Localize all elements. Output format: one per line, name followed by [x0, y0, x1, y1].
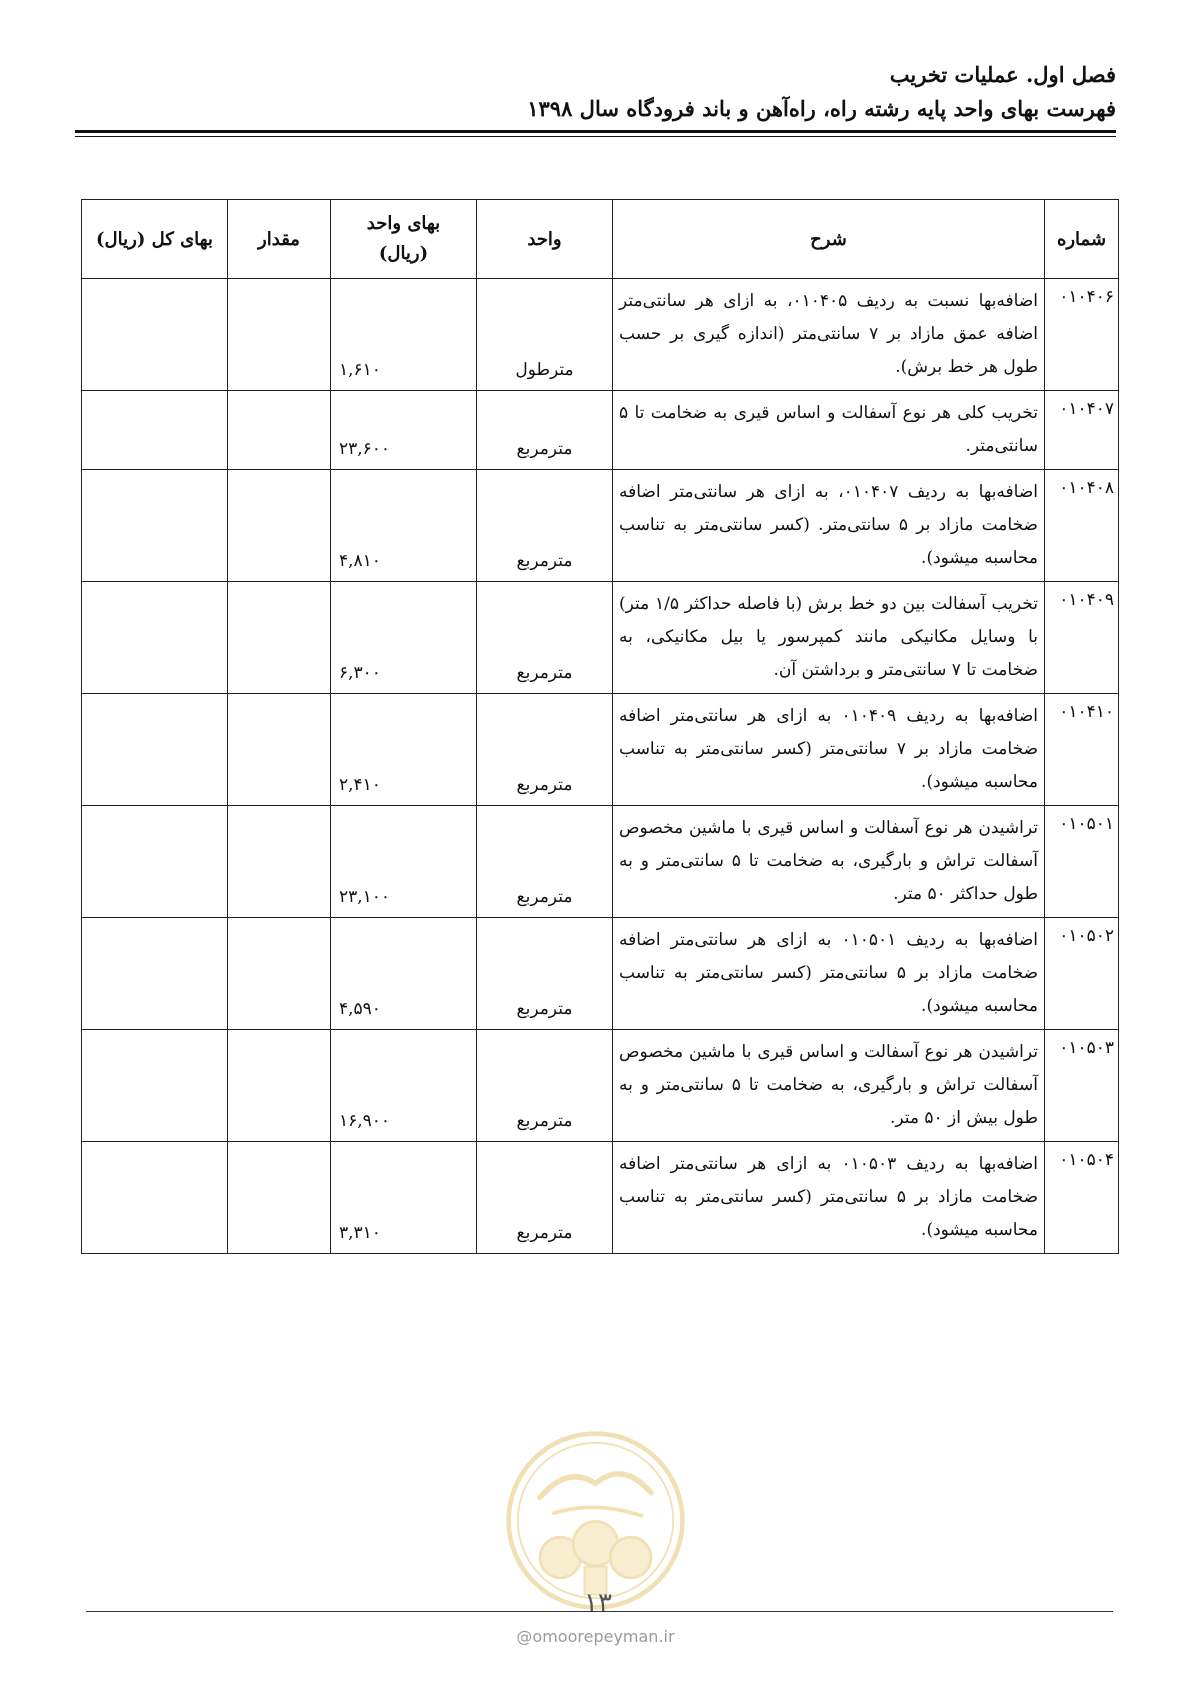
row-unit: مترمربع: [477, 1030, 613, 1142]
watermark-seal-icon: [503, 1428, 688, 1613]
row-total: [82, 470, 228, 582]
row-code: ۰۱۰۴۰۸: [1045, 470, 1119, 582]
row-unit: مترمربع: [477, 806, 613, 918]
row-total: [82, 391, 228, 470]
page-number: ۱۳: [584, 1588, 612, 1618]
row-unit: مترمربع: [477, 582, 613, 694]
row-description: اضافه‌بها نسبت به ردیف ۰۱۰۴۰۵، به ازای هر سانتی‌متر اضافه عمق مازاد بر ۷ سانتی‌متر (اندازه گیری بر حسب طول هر خط برش).: [613, 279, 1045, 391]
page-header: [527, 58, 1116, 126]
chapter-title: فصل اول. عملیات تخریب: [889, 62, 1116, 87]
row-unit: مترمربع: [477, 391, 613, 470]
row-unit-price: ۲۳,۶۰۰: [331, 391, 477, 470]
row-total: [82, 279, 228, 391]
row-code: ۰۱۰۴۱۰: [1045, 694, 1119, 806]
row-total: [82, 1030, 228, 1142]
table-row: [82, 918, 1119, 1030]
table-row: [82, 694, 1119, 806]
row-unit-price: ۳,۳۱۰: [331, 1142, 477, 1254]
row-total: [82, 806, 228, 918]
row-code: ۰۱۰۴۰۶: [1045, 279, 1119, 391]
row-quantity: [228, 918, 331, 1030]
price-table: [81, 199, 1119, 1254]
table-row: [82, 1142, 1119, 1254]
row-unit: مترمربع: [477, 918, 613, 1030]
row-description: اضافه‌بها به ردیف ۰۱۰۵۰۱ به ازای هر سانتی‌متر اضافه ضخامت مازاد بر ۵ سانتی‌متر (کسر سانتی‌متر به تناسب محاسبه میشود).: [613, 918, 1045, 1030]
row-description: تخریب آسفالت بین دو خط برش (با فاصله حداکثر ۱/۵ متر) با وسایل مکانیکی مانند کمپرسور یا بیل مکانیکی، به ضخامت تا ۷ سانتی‌متر و برداشتن آن.: [613, 582, 1045, 694]
table-row: [82, 470, 1119, 582]
row-quantity: [228, 1142, 331, 1254]
col-header-qty: مقدار: [228, 200, 331, 279]
row-unit: مترطول: [477, 279, 613, 391]
website-watermark: @omoorepeyman.ir: [516, 1627, 675, 1646]
col-header-unit: واحد: [477, 200, 613, 279]
row-unit-price: ۴,۸۱۰: [331, 470, 477, 582]
row-code: ۰۱۰۵۰۱: [1045, 806, 1119, 918]
document-title: فهرست بهای واحد پایه رشته راه، راه‌آهن و باند فرودگاه سال ۱۳۹۸: [527, 96, 1116, 121]
table-row: [82, 391, 1119, 470]
row-quantity: [228, 470, 331, 582]
row-code: ۰۱۰۴۰۹: [1045, 582, 1119, 694]
row-code: ۰۱۰۵۰۴: [1045, 1142, 1119, 1254]
row-quantity: [228, 391, 331, 470]
table-row: [82, 279, 1119, 391]
row-quantity: [228, 694, 331, 806]
row-unit-price: ۶,۳۰۰: [331, 582, 477, 694]
row-total: [82, 694, 228, 806]
row-code: ۰۱۰۵۰۲: [1045, 918, 1119, 1030]
table-row: [82, 1030, 1119, 1142]
row-total: [82, 1142, 228, 1254]
row-unit-price: ۱۶,۹۰۰: [331, 1030, 477, 1142]
row-unit-price: ۴,۵۹۰: [331, 918, 477, 1030]
table-row: [82, 582, 1119, 694]
row-code: ۰۱۰۴۰۷: [1045, 391, 1119, 470]
row-description: اضافه‌بها به ردیف ۰۱۰۵۰۳ به ازای هر سانتی‌متر اضافه ضخامت مازاد بر ۵ سانتی‌متر (کسر سانتی‌متر به تناسب محاسبه میشود).: [613, 1142, 1045, 1254]
header-rule-thin: [75, 136, 1116, 137]
col-header-unit-price: [331, 200, 477, 279]
row-unit: مترمربع: [477, 1142, 613, 1254]
row-code: ۰۱۰۵۰۳: [1045, 1030, 1119, 1142]
table-header-row: [82, 200, 1119, 279]
row-quantity: [228, 1030, 331, 1142]
header-rule-thick: [75, 130, 1116, 133]
row-description: تراشیدن هر نوع آسفالت و اساس قیری با ماشین مخصوص آسفالت تراش و بارگیری، به ضخامت تا ۵ سانتی‌متر و به طول بیش از ۵۰ متر.: [613, 1030, 1045, 1142]
row-total: [82, 582, 228, 694]
col-header-desc: شرح: [613, 200, 1045, 279]
col-header-total: بهای کل (ریال): [82, 200, 228, 279]
row-unit-price: ۲,۴۱۰: [331, 694, 477, 806]
row-quantity: [228, 279, 331, 391]
row-unit-price: ۱,۶۱۰: [331, 279, 477, 391]
row-quantity: [228, 582, 331, 694]
row-description: تخریب کلی هر نوع آسفالت و اساس قیری به ضخامت تا ۵ سانتی‌متر.: [613, 391, 1045, 470]
col-header-unit-price-label: بهای واحد: [366, 213, 441, 234]
col-header-code: شماره: [1045, 200, 1119, 279]
row-unit-price: ۲۳,۱۰۰: [331, 806, 477, 918]
row-description: اضافه‌بها به ردیف ۰۱۰۴۰۹ به ازای هر سانتی‌متر اضافه ضخامت مازاد بر ۷ سانتی‌متر (کسر سانتی‌متر به تناسب محاسبه میشود).: [613, 694, 1045, 806]
col-header-unit-price-currency: (ریال): [378, 243, 429, 264]
row-quantity: [228, 806, 331, 918]
row-unit: مترمربع: [477, 694, 613, 806]
table-row: [82, 806, 1119, 918]
row-description: تراشیدن هر نوع آسفالت و اساس قیری با ماشین مخصوص آسفالت تراش و بارگیری، به ضخامت تا ۵ سانتی‌متر و به طول حداکثر ۵۰ متر.: [613, 806, 1045, 918]
row-unit: مترمربع: [477, 470, 613, 582]
row-description: اضافه‌بها به ردیف ۰۱۰۴۰۷، به ازای هر سانتی‌متر اضافه ضخامت مازاد بر ۵ سانتی‌متر. (کسر سانتی‌متر به تناسب محاسبه میشود).: [613, 470, 1045, 582]
row-total: [82, 918, 228, 1030]
